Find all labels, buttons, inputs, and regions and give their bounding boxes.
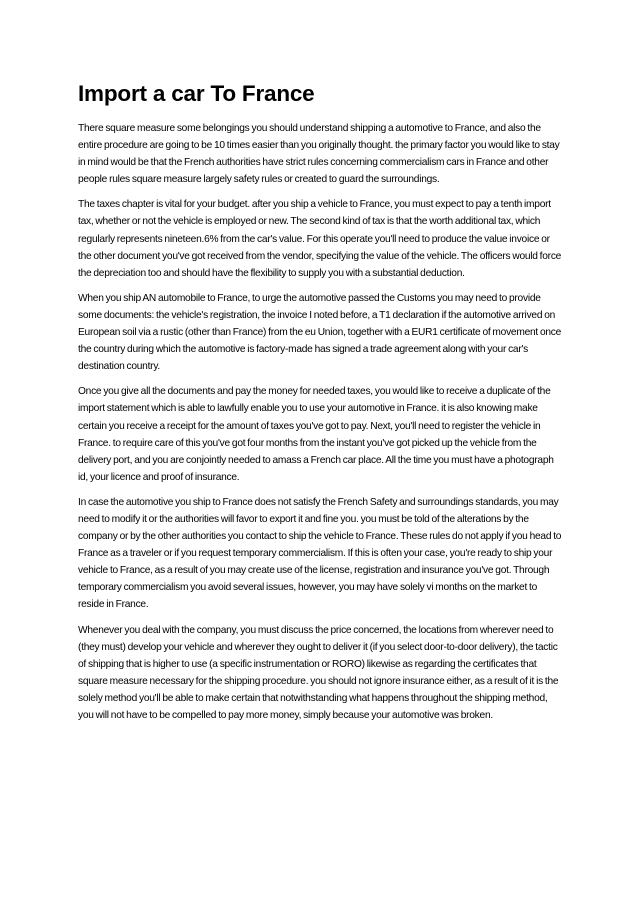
paragraph-registration: Once you give all the documents and pay the money for needed taxes, you would like to receive a duplicate of the import statement which is able to lawfully enable you to use your automotive in France. it is also knowing make certain you receive a receipt for the amount of taxes you've got to pay. Next, you'll need to register the vehicle in France. to require care of this you've got four months from the instant you've got picked up the vehicle from the delivery port, and you are conjointly needed to amass a French car place. All the time you must have a photograph id, your licence and proof of insurance. bbox=[78, 386, 554, 483]
paragraph-documents: When you ship AN automobile to France, to urge the automotive passed the Customs you may need to provide some documents: the vehicle's registration, the invoice I noted before, a T1 declaration if the automotive arrived on European soil via a rustic (other than France) from the eu Union, together with a EUR1 certificate of movement once the country during which the automotive is factory-made has signed a trade agreement along with your car's destination country. bbox=[78, 292, 562, 373]
paragraph-taxes: The taxes chapter is vital for your budget. after you ship a vehicle to France, you must expect to pay a tenth import tax, whether or not the vehicle is employed or new. The second kind of tax is that the worth additional tax, which regularly represents nineteen.6% from the car's value. For this operate you'll need to produce the value invoice or the other document you've got received from the vendor, specifying the value of the vehicle. The officers would force the depreciation too and should have the flexibility to supply you with a substantial deduction. bbox=[78, 199, 562, 279]
paragraph-intro: There square measure some belongings you should understand shipping a automotive to France, and also the entire procedure are going to be 10 times easier than you originally thought. the primary factor you would like to stay in mind would be that the French authorities have strict rules concerning commercialism cars in France and other people rules square measure largely safety rules or created to guard the surroundings. bbox=[78, 123, 560, 186]
document-title: Import a car To France bbox=[78, 81, 315, 106]
paragraph-company: Whenever you deal with the company, you must discuss the price concerned, the locations from wherever need to (they must) develop your vehicle and wherever they ought to deliver it (if you select door-to-door delivery), the tactic of shipping that is higher to use (a specific instrumentation or RORO) likewise as regarding the certificates that square measure necessary for the shipping procedure. you should not ignore insurance either, as a result of it is the solely method you'll be able to make certain that notwithstanding what happens throughout the shipping method, you will not have to be compelled to pay more money, simply because your automotive was broken. bbox=[78, 624, 559, 721]
paragraph-standards: In case the automotive you ship to France does not satisfy the French Safety and surroundings standards, you may need to modify it or the authorities will favor to export it and fine you. you must be told of the alterations by the company or by the other authorities you contact to ship the vehicle to France. These rules do not apply if you head to France as a traveler or if you request temporary commercialism. If this is often your case, you're ready to ship your vehicle to France, as a result of you may create use of the license, registration and insurance you've got. Through temporary commercialism you avoid several issues, however, you may have solely vi months on the market to reside in France. bbox=[78, 496, 562, 611]
document-page bbox=[78, 80, 562, 732]
